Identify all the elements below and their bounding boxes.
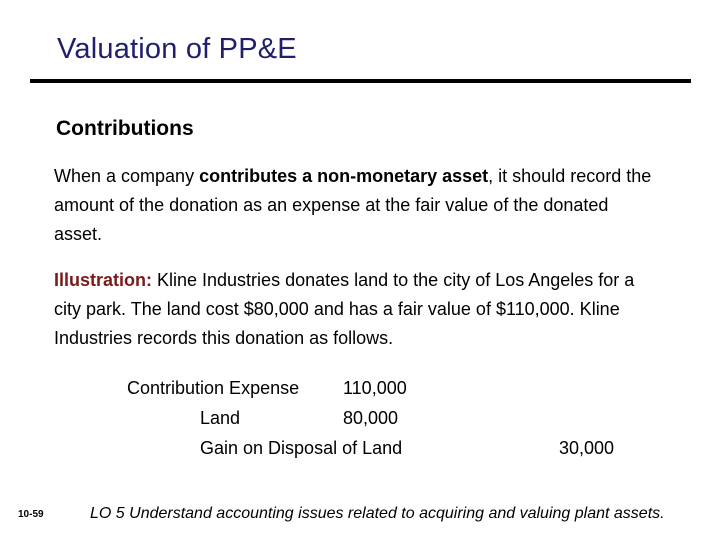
- credit-account-gain: Gain on Disposal of Land: [200, 438, 403, 458]
- paragraph-text-start: When a company: [54, 166, 200, 186]
- debit-amount: 110,000: [343, 378, 407, 398]
- illustration-label: Illustration:: [54, 270, 152, 290]
- paragraph-text-end: , it should record the amount of the donation as an expense at the fair value of the donated asset.: [54, 166, 652, 244]
- title-divider: [30, 79, 691, 83]
- illustration-text: Kline Industries donates land to the city of Los Angeles for a city park. The land cost $80,000 and has a fair value of $110,000. Kline Industries records this donation as follows.: [54, 270, 635, 348]
- credit-amount-gain: 30,000: [559, 438, 615, 458]
- contribution-paragraph: [54, 162, 654, 249]
- section-heading: Contributions: [56, 117, 194, 140]
- credit-account-land: Land: [200, 408, 241, 428]
- illustration-paragraph: [54, 266, 664, 353]
- paragraph-bold-phrase: contributes a non-monetary asset: [199, 166, 489, 186]
- debit-account: Contribution Expense: [127, 378, 300, 398]
- slide-title: Valuation of PP&E: [57, 33, 297, 65]
- slide-number: 10-59: [18, 509, 44, 520]
- learning-objective: LO 5 Understand accounting issues related to acquiring and valuing plant assets.: [90, 505, 665, 522]
- credit-amount-land: 80,000: [343, 408, 399, 428]
